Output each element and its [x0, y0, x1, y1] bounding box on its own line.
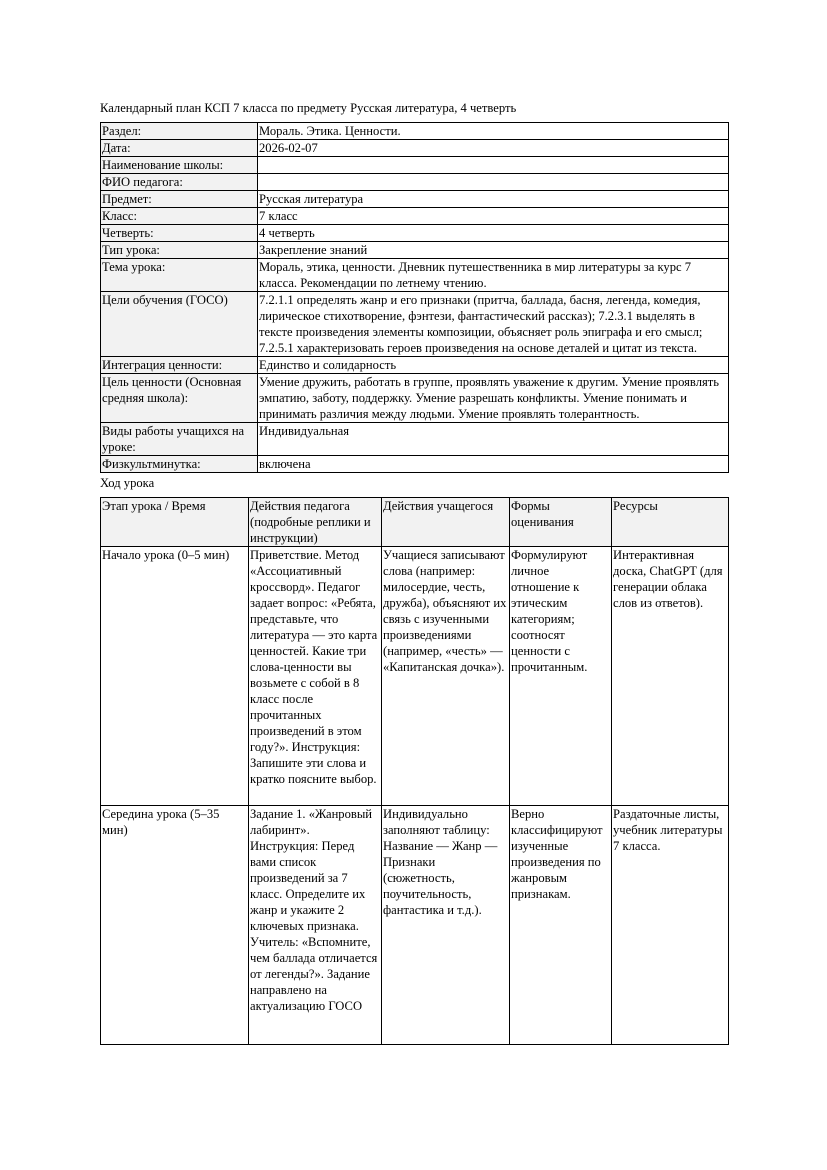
info-value: Умение дружить, работать в группе, проявлять уважение к другим. Умение проявлять эмпатию, заботу, поддержку. Умение разрешать конфликты. Умение понимать и принимать различия между людьми. Умение проявлять толерантность. — [258, 374, 729, 423]
column-header: Ресурсы — [612, 498, 729, 547]
info-label: Предмет: — [101, 191, 258, 208]
info-row-class — [101, 208, 729, 225]
teacher-actions-cell: Задание 1. «Жанровый лабиринт». Инструкция: Перед вами список произведений за 7 класс. Определите их жанр и укажите 2 ключевых признака. Учитель: «Вспомните, чем баллада отличается от легенды?». Задание направлено на актуализацию ГОСО — [249, 806, 382, 1045]
info-row-physical-break — [101, 456, 729, 473]
info-label: Тема урока: — [101, 259, 258, 292]
column-header: Действия учащегося — [382, 498, 510, 547]
resources-cell: Раздаточные листы, учебник литературы 7 класса. — [612, 806, 729, 1045]
info-row-section — [101, 123, 729, 140]
info-label: Цель ценности (Основная средняя школа): — [101, 374, 258, 423]
teacher-actions-cell: Приветствие. Метод «Ассоциативный кроссворд». Педагог задает вопрос: «Ребята, представьте, что литература — это карта ценностей. Какие три слова-ценности вы возьмете с собой в 8 класс после прочитанных произведений в этом году?». Инструкция: Запишите эти слова и кратко поясните выбор. — [249, 547, 382, 806]
info-row-quarter — [101, 225, 729, 242]
info-value: Единство и солидарность — [258, 357, 729, 374]
lesson-table-header-row — [101, 498, 729, 547]
document-page — [100, 100, 728, 1045]
info-value: 2026-02-07 — [258, 140, 729, 157]
lesson-progress-heading: Ход урока — [100, 476, 155, 490]
info-value: Мораль, этика, ценности. Дневник путешественника в мир литературы за курс 7 класса. Рекомендации по летнему чтению. — [258, 259, 729, 292]
info-row-value-integration — [101, 357, 729, 374]
lesson-info-table — [100, 122, 729, 473]
info-value: Закрепление знаний — [258, 242, 729, 259]
stage-cell: Начало урока (0–5 мин) — [101, 547, 249, 806]
info-value: Индивидуальная — [258, 423, 729, 456]
info-row-topic — [101, 259, 729, 292]
student-actions-cell: Учащиеся записывают слова (например: милосердие, честь, дружба), объясняют их связь с изученными произведениями (например, «честь» — «Капитанская дочка»). — [382, 547, 510, 806]
info-row-school — [101, 157, 729, 174]
assessment-cell: Верно классифицируют изученные произведения по жанровым признакам. — [510, 806, 612, 1045]
table-row — [101, 547, 729, 806]
info-row-lesson-type — [101, 242, 729, 259]
info-label: Интеграция ценности: — [101, 357, 258, 374]
column-header: Этап урока / Время — [101, 498, 249, 547]
info-row-work-types — [101, 423, 729, 456]
column-header: Действия педагога (подробные реплики и инструкции) — [249, 498, 382, 547]
info-label: Класс: — [101, 208, 258, 225]
info-label: Раздел: — [101, 123, 258, 140]
info-value: включена — [258, 456, 729, 473]
info-row-teacher — [101, 174, 729, 191]
info-value: 4 четверть — [258, 225, 729, 242]
info-value — [258, 157, 729, 174]
info-row-date — [101, 140, 729, 157]
info-label: Наименование школы: — [101, 157, 258, 174]
info-label: Четверть: — [101, 225, 258, 242]
info-label: ФИО педагога: — [101, 174, 258, 191]
document-title: Календарный план КСП 7 класса по предмету Русская литература, 4 четверть — [100, 101, 517, 115]
info-value: 7 класс — [258, 208, 729, 225]
info-value — [258, 174, 729, 191]
info-label: Дата: — [101, 140, 258, 157]
lesson-progress-table — [100, 497, 729, 1045]
info-value: 7.2.1.1 определять жанр и его признаки (притча, баллада, басня, легенда, комедия, лирическое стихотворение, фэнтези, фантастический рассказ); 7.2.3.1 выделять в тексте произведения элементы композиции, объясняет роль эпиграфа и его смысл; 7.2.5.1 характеризовать героев произведения на основе деталей и цитат из текста. — [258, 292, 729, 357]
assessment-cell: Формулируют личное отношение к этическим категориям; соотносят ценности с прочитанным. — [510, 547, 612, 806]
column-header: Формы оценивания — [510, 498, 612, 547]
info-value: Мораль. Этика. Ценности. — [258, 123, 729, 140]
resources-cell: Интерактивная доска, ChatGPT (для генерации облака слов из ответов). — [612, 547, 729, 806]
student-actions-cell: Индивидуально заполняют таблицу: Название — Жанр — Признаки (сюжетность, поучительность, фантастика и т.д.). — [382, 806, 510, 1045]
info-row-value-goal — [101, 374, 729, 423]
table-row — [101, 806, 729, 1045]
info-label: Цели обучения (ГОСО) — [101, 292, 258, 357]
info-row-objectives — [101, 292, 729, 357]
info-value: Русская литература — [258, 191, 729, 208]
stage-cell: Середина урока (5–35 мин) — [101, 806, 249, 1045]
info-row-subject — [101, 191, 729, 208]
info-label: Виды работы учащихся на уроке: — [101, 423, 258, 456]
info-label: Физкультминутка: — [101, 456, 258, 473]
info-label: Тип урока: — [101, 242, 258, 259]
